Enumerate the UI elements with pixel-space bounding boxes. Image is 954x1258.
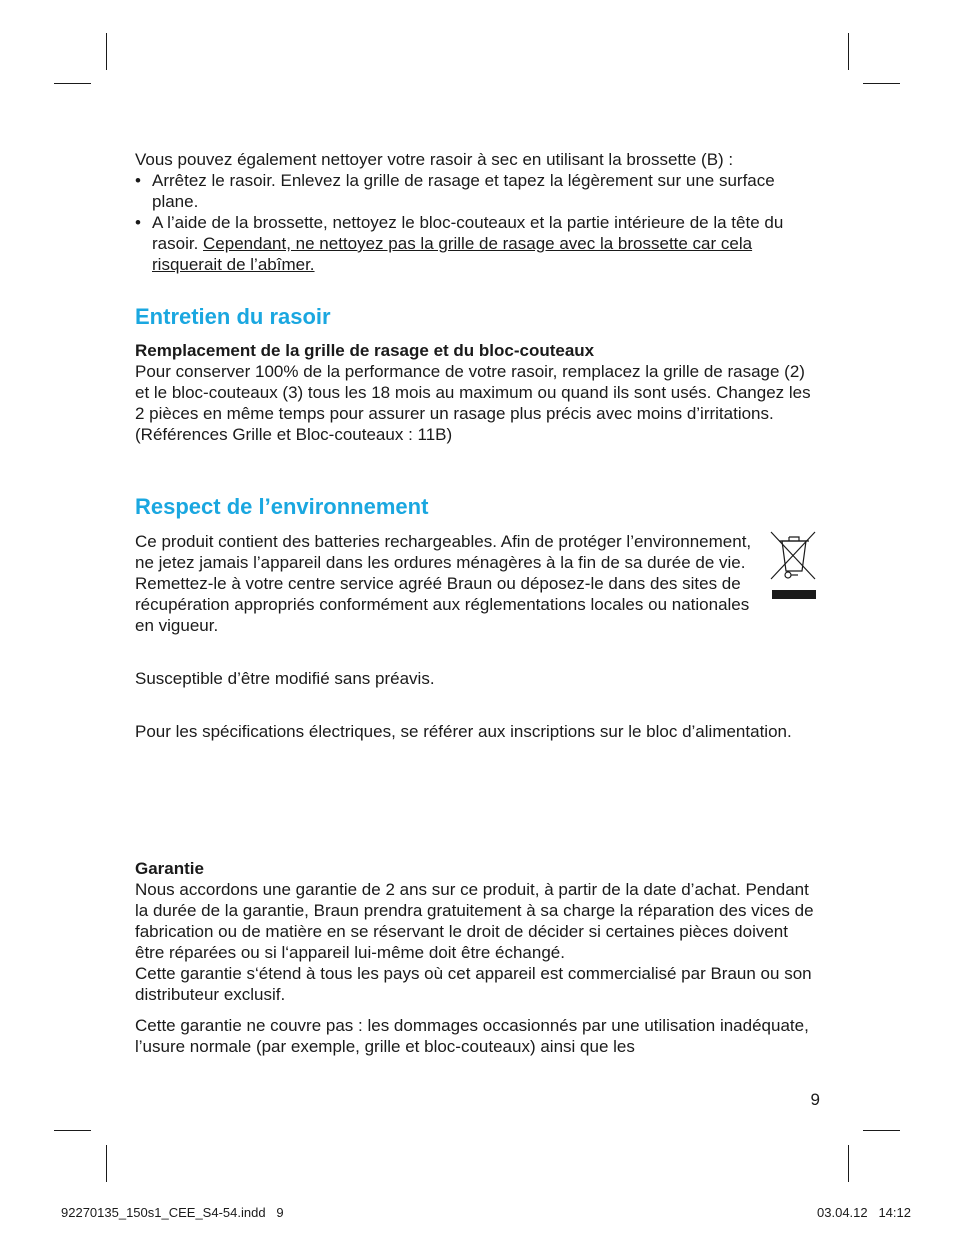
guarantee-paragraph: Cette garantie ne couvre pas : les dommages occasionnés par une utilisation inadéquate, l’usure normale (par exemple, grille et bloc-couteaux) ainsi que les — [135, 1016, 809, 1056]
bullet-text: A l’aide de la brossette, nettoyez le bloc-couteaux et la partie intérieure de la tête du rasoir. — [152, 213, 784, 253]
crop-mark — [863, 83, 900, 84]
section-heading-maintenance: Entretien du rasoir — [135, 304, 331, 329]
change-notice — [135, 668, 815, 689]
footer-file-info: 92270135_150s1_CEE_S4-54.indd 9 — [61, 1205, 284, 1220]
dry-cleaning-lead: Vous pouvez également nettoyer votre rasoir à sec en utilisant la brossette (B) : — [135, 150, 734, 169]
environment-section — [135, 531, 755, 636]
bullet-item — [135, 170, 815, 212]
footer-date-time: 03.04.12 14:12 — [817, 1205, 911, 1220]
electrical-specs-text: Pour les spécifications électriques, se référer aux inscriptions sur le bloc d’alimentation. — [135, 722, 792, 741]
bullet-item — [135, 212, 815, 275]
crop-mark — [848, 33, 849, 70]
guarantee-paragraph: Nous accordons une garantie de 2 ans sur ce produit, à partir de la date d’achat. Pendant la durée de la garantie, Braun prendra gratuitement à sa charge la réparation des vices de fabrication ou de matière en se réservant le droit de décider si certaines pièces doivent être réparées ou si l‘appareil lui-même doit être échangé. — [135, 880, 814, 962]
bullet-marker: • — [135, 213, 141, 232]
bullet-text: Arrêtez le rasoir. Enlevez la grille de rasage et tapez la légèrement sur une surface plane. — [152, 171, 775, 211]
electrical-specs — [135, 721, 815, 742]
crop-mark — [54, 83, 91, 84]
maintenance-section — [135, 340, 815, 445]
change-notice-text: Susceptible d’être modifié sans préavis. — [135, 669, 435, 688]
maintenance-text: Pour conserver 100% de la performance de votre rasoir, remplacez la grille de rasage (2) et le bloc-couteaux (3) tous les 18 mois au maximum ou quand ils sont usés. Changez les 2 pièces en même temps pour assurer un rasage plus précis avec moins d’irritations. — [135, 362, 811, 423]
guarantee-section — [135, 858, 815, 1057]
guarantee-heading: Garantie — [135, 859, 204, 878]
crop-mark — [54, 1130, 91, 1131]
crop-mark — [863, 1130, 900, 1131]
page-number: 9 — [810, 1090, 820, 1109]
crossed-out-wheelie-bin-icon — [768, 529, 818, 601]
guarantee-paragraph: Cette garantie s‘étend à tous les pays où cet appareil est commercialisé par Braun ou son distributeur exclusif. — [135, 964, 812, 1004]
bullet-warning-underlined: Cependant, ne nettoyez pas la grille de rasage avec la brossette car cela risquerait de l’abîmer. — [152, 234, 753, 274]
maintenance-subheading: Remplacement de la grille de rasage et du bloc-couteaux — [135, 341, 595, 360]
section-heading-environment: Respect de l’environnement — [135, 494, 429, 519]
crop-mark — [848, 1145, 849, 1182]
dry-cleaning-section — [135, 149, 815, 275]
bullet-marker: • — [135, 171, 141, 190]
maintenance-references: (Références Grille et Bloc-couteaux : 11B) — [135, 425, 453, 444]
crop-mark — [106, 1145, 107, 1182]
environment-text: Ce produit contient des batteries rechargeables. Afin de protéger l’environnement, ne jetez jamais l’appareil dans les ordures ménagères à la fin de sa durée de vie. Remettez-le à votre centre service agréé Braun ou déposez-le dans des sites de récupération appropriés conformément aux réglementations locales ou nationales en vigueur. — [135, 532, 752, 635]
crop-mark — [106, 33, 107, 70]
